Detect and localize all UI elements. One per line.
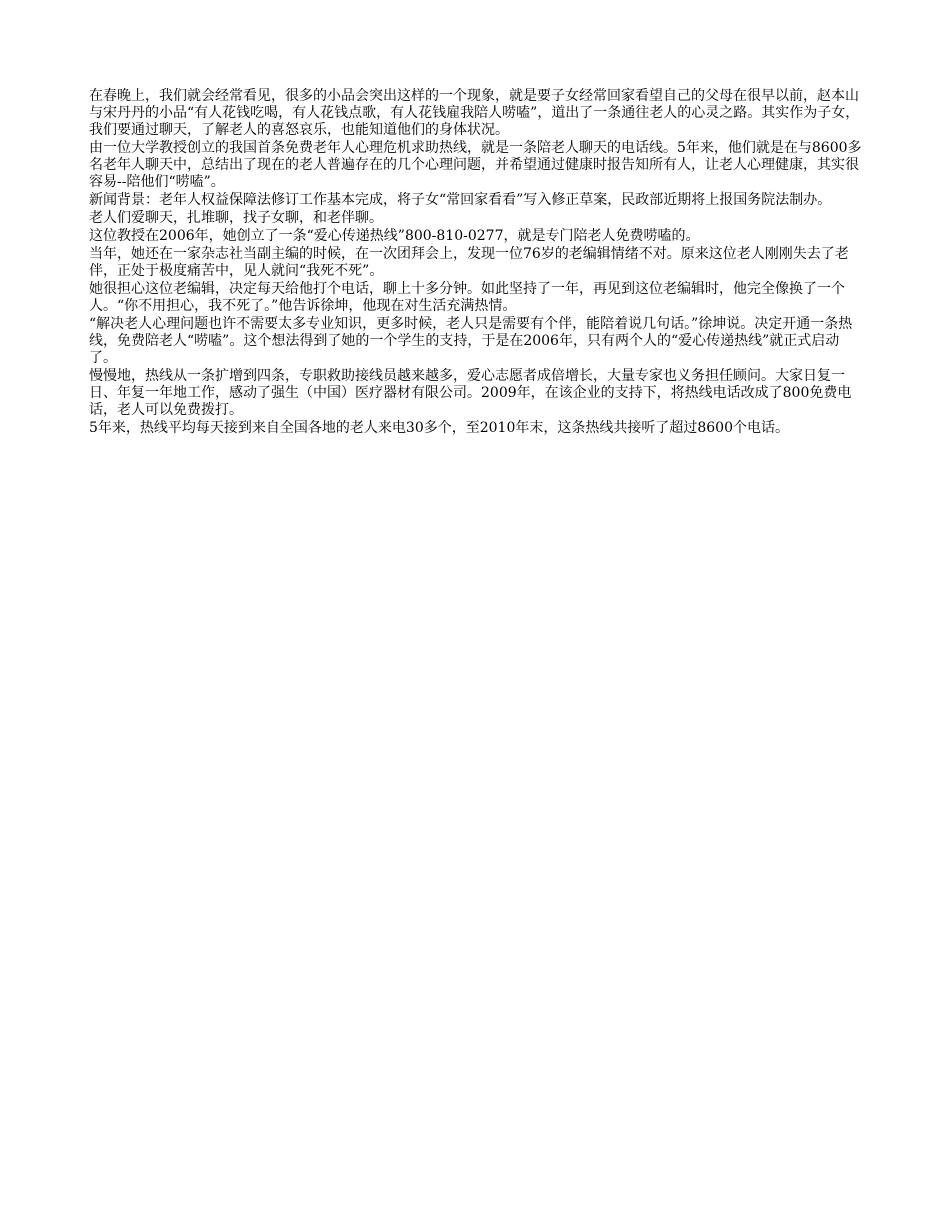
paragraph-8: “解决老人心理问题也许不需要太多专业知识，更多时候，老人只是需要有个伴，能陪着说几句话。”徐坤说。决定开通一条热线，免费陪老人“唠嗑”。这个想法得到了她的一个学生的支持，于是在2006年，只有两个人的“爱心传递热线”就正式启动了。 bbox=[89, 316, 853, 366]
paragraph-2: 由一位大学教授创立的我国首条免费老年人心理危机求助热线，就是一条陪老人聊天的电话线。5年来，他们就是在与8600多名老年人聊天中，总结出了现在的老人普遍存在的几个心理问题，并希望通过健康时报告知所有人，让老人心理健康，其实很容易--陪他们“唠嗑”。 bbox=[89, 140, 862, 190]
paragraph-10: 5年来，热线平均每天接到来自全国各地的老人来电30多个，至2010年末，这条热线共接听了超过8600个电话。 bbox=[89, 420, 789, 436]
paragraph-3: 新闻背景：老年人权益保障法修订工作基本完成，将子女“常回家看看”写入修正草案，民政部近期将上报国务院法制办。 bbox=[89, 192, 832, 208]
paragraph-9: 慢慢地，热线从一条扩增到四条，专职救助接线员越来越多，爱心志愿者成倍增长，大量专家也义务担任顾问。大家日复一日、年复一年地工作，感动了强生（中国）医疗器材有限公司。2009年，在该企业的支持下，将热线电话改成了800免费电话，老人可以免费拨打。 bbox=[89, 368, 852, 418]
paragraph-1: 在春晚上，我们就会经常看见，很多的小品会突出这样的一个现象，就是要子女经常回家看望自己的父母在很早以前，赵本山与宋丹丹的小品“有人花钱吃喝，有人花钱点歌，有人花钱雇我陪人唠嗑”，道出了一条通往老人的心灵之路。其实作为子女，我们要通过聊天，了解老人的喜怒哀乐，也能知道他们的身体状况。 bbox=[89, 88, 860, 138]
paragraph-5: 这位教授在2006年，她创立了一条“爱心传递热线”800-810-0277，就是专门陪老人免费唠嗑的。 bbox=[89, 228, 700, 244]
document-body bbox=[89, 88, 865, 438]
paragraph-4: 老人们爱聊天，扎堆聊，找子女聊，和老伴聊。 bbox=[89, 210, 383, 226]
paragraph-7: 她很担心这位老编辑，决定每天给他打个电话，聊上十多分钟。如此坚持了一年，再见到这位老编辑时，他完全像换了一个人。“你不用担心，我不死了。”他告诉徐坤，他现在对生活充满热情。 bbox=[89, 281, 845, 314]
paragraph-6: 当年，她还在一家杂志社当副主编的时候，在一次团拜会上，发现一位76岁的老编辑情绪不对。原来这位老人刚刚失去了老伴，正处于极度痛苦中，见人就问“我死不死”。 bbox=[89, 246, 849, 279]
